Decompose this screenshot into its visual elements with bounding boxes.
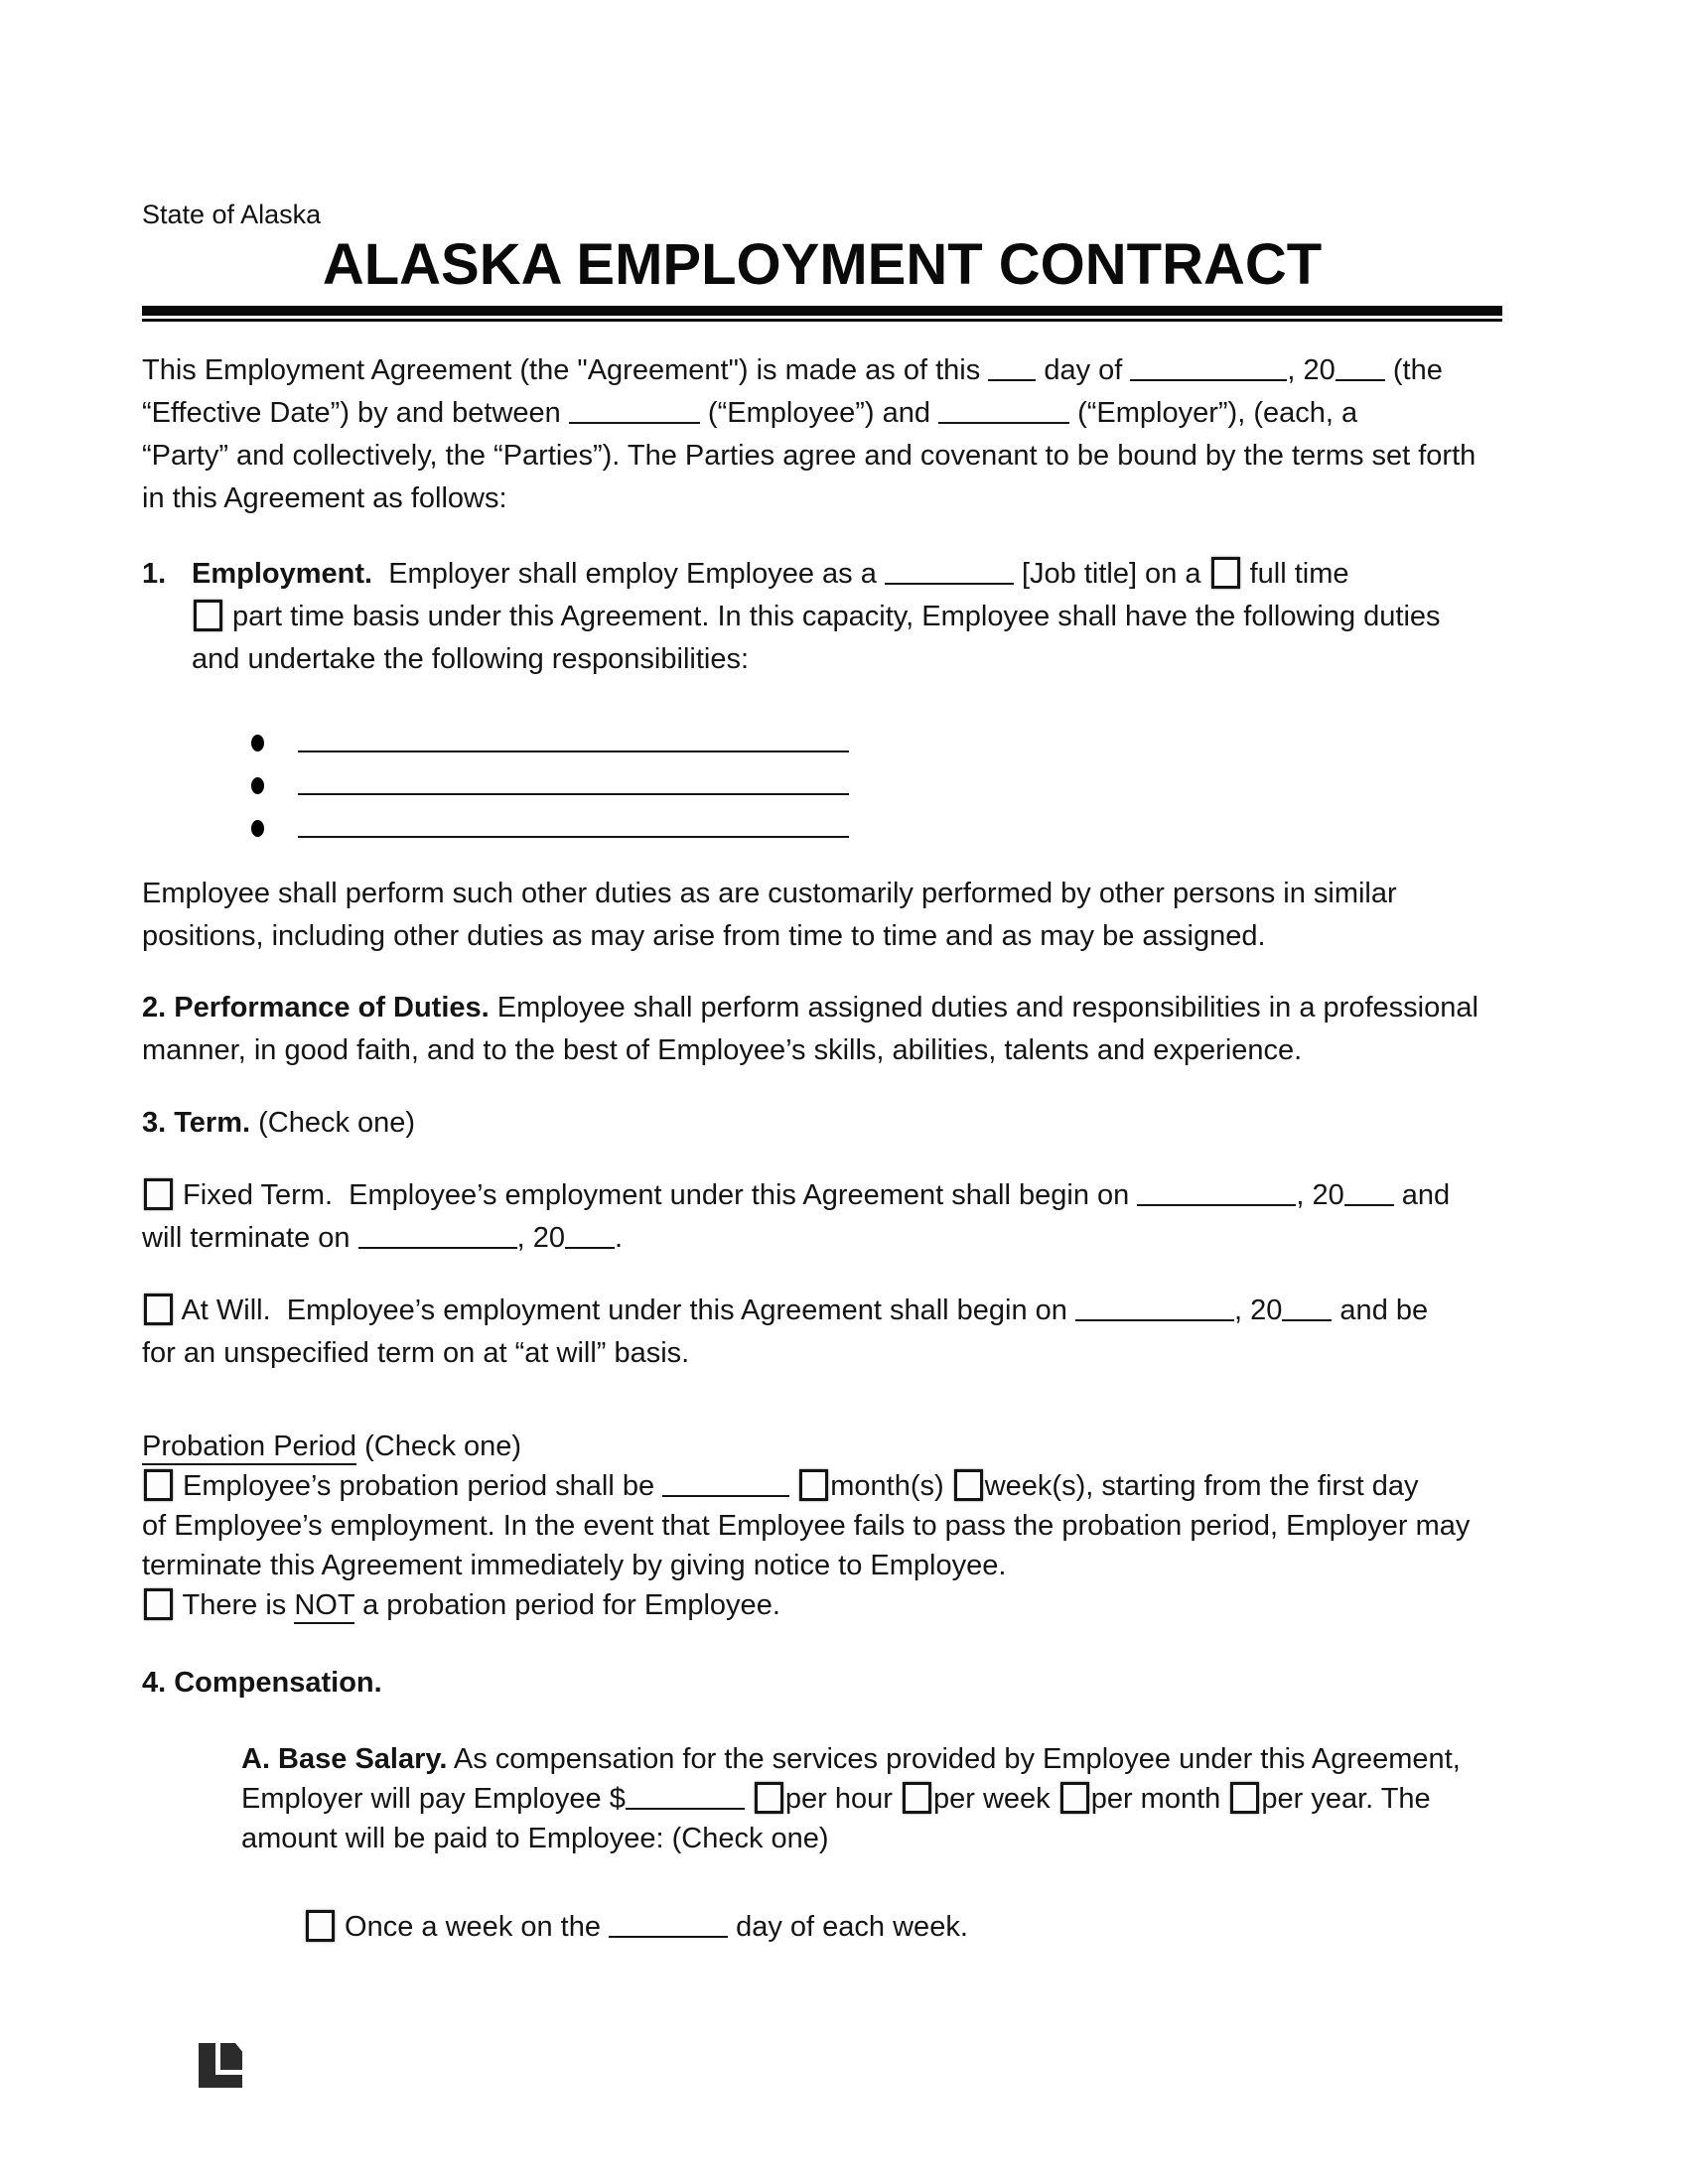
probation-period-block-line [142,1466,1502,1506]
blank-field[interactable] [1344,1202,1394,1206]
text: and undertake the following responsibilities: [192,643,750,675]
duties-bullet-list-line [251,806,1502,849]
probation-period-block-line [142,1427,1502,1466]
checkbox[interactable] [1060,1782,1089,1814]
checkbox[interactable] [1211,557,1240,589]
opening-paragraph-line [142,435,1502,478]
text: [Job title] on a [1013,558,1209,590]
text: At Will. Employee’s employment under this Agreement shall begin on [175,1295,1075,1326]
probation-period-block-line [142,1506,1502,1546]
probation-period-block-line [142,1546,1502,1585]
blank-field[interactable] [569,420,700,424]
checkbox[interactable] [194,600,222,631]
title-divider [142,306,1502,322]
text: “Effective Date”) by and between [142,397,569,429]
bullet-icon [251,777,264,794]
text: This Employment Agreement (the "Agreement") is made as of this [142,354,989,386]
underlined-text: NOT [294,1589,354,1624]
section-4-compensation-heading-line [142,1662,1502,1705]
once-a-week-option [304,1906,1502,1949]
checkbox[interactable] [1230,1782,1259,1814]
checkbox[interactable] [903,1782,931,1814]
blank-field[interactable] [1075,1317,1234,1321]
text: part time basis under this Agreement. In this capacity, Employee shall have the following duties [224,601,1441,632]
bold-text: 3. Term. [142,1107,251,1139]
bold-text: Employment. [192,558,373,590]
probation-period-block-line [142,1585,1502,1625]
bullet-icon [251,820,264,837]
checkbox[interactable] [954,1469,983,1501]
text: , 20 [1287,354,1336,386]
text: per week [932,1783,1058,1815]
bullet-icon [251,735,264,751]
text: , 20 [1296,1179,1344,1211]
duties-bullet-list-line [251,721,1502,763]
term-at-will-option-line [142,1332,1502,1375]
base-salary-block-line [241,1779,1502,1819]
text: day of each week. [728,1911,968,1943]
logo-left-bar [199,2043,215,2088]
document-content [142,0,1502,1949]
base-salary-block-line [241,1739,1502,1779]
checkbox[interactable] [144,1178,173,1210]
checkbox[interactable] [755,1782,783,1814]
text: full time [1241,558,1349,590]
bold-text: 2. Performance of Duties. [142,992,490,1024]
term-fixed-option-line [142,1217,1502,1260]
blank-field[interactable] [626,1806,745,1810]
section-2-performance [142,987,1502,1072]
blank-field[interactable] [1137,1202,1296,1206]
text: Employee shall perform assigned duties and responsibilities in a professional [489,992,1478,1024]
text: There is [175,1589,295,1621]
section-1-employment-line [192,596,1502,638]
text [789,1470,797,1502]
opening-paragraph [142,349,1502,520]
bold-text: 4. Compensation. [142,1667,382,1699]
checkbox[interactable] [144,1294,173,1325]
text [745,1783,753,1815]
section-1-employment-line [192,638,1502,681]
text: Employee’s probation period shall be [175,1470,663,1502]
section-1-employment-number: 1. [142,558,167,590]
term-at-will-option-line [142,1290,1502,1332]
checkbox[interactable] [306,1910,335,1942]
duties-bullet-list [251,721,1502,849]
text: positions, including other duties as may arise from time to time and as may be assigned. [142,920,1266,952]
duties-bullet-list-line [251,763,1502,806]
blank-field[interactable] [988,377,1036,381]
blank-field[interactable] [1130,377,1287,381]
opening-paragraph-line [142,349,1502,392]
text: Employer will pay Employee $ [241,1783,626,1815]
text: (“Employee”) and [699,397,939,429]
text: a probation period for Employee. [354,1589,780,1621]
text: week(s), starting from the first day [984,1470,1419,1502]
text: amount will be paid to Employee: (Check one) [241,1823,829,1854]
logo-top-right-square [220,2043,242,2070]
logo-bottom-bar [215,2075,242,2088]
text: per month [1090,1783,1229,1815]
checkbox[interactable] [144,1469,173,1501]
text: terminate this Agreement immediately by giving notice to Employee. [142,1550,1007,1581]
text: of Employee’s employment. In the event that Employee fails to pass the probation period, Employer may [142,1510,1471,1542]
underlined-text: Probation Period [142,1431,356,1465]
legal-templates-logo [199,2043,242,2088]
section-4-compensation-heading [142,1662,1502,1705]
term-fixed-option-line [142,1174,1502,1217]
text: month(s) [830,1470,952,1502]
opening-paragraph-line [142,392,1502,435]
other-duties-paragraph [142,873,1502,958]
bold-text: A. Base Salary. [241,1743,448,1775]
page-title: ALASKA EMPLOYMENT CONTRACT [322,232,1323,297]
text: “Party” and collectively, the “Parties”). The Parties agree and covenant to be bound by the terms set forth [142,440,1477,472]
blank-field[interactable] [565,1245,615,1249]
text: will terminate on [142,1222,358,1254]
text: per year. The [1261,1783,1431,1815]
state-label: State of Alaska [142,200,322,229]
probation-period-block [142,1427,1502,1625]
text: in this Agreement as follows: [142,482,507,514]
blank-field[interactable] [609,1934,728,1938]
blank-field[interactable] [885,581,1014,585]
blank-field[interactable] [938,420,1069,424]
blank-field[interactable] [298,749,849,752]
text: (Check one) [356,1431,522,1462]
blank-field[interactable] [662,1493,789,1497]
blank-field[interactable] [298,834,849,838]
text: , 20 [1234,1295,1283,1326]
section-1-employment-content [192,553,1502,681]
text: Employer shall employ Employee as a [372,558,885,590]
blank-field[interactable] [358,1245,517,1249]
title-divider-thick-bar [142,306,1502,316]
base-salary-block [241,1739,1502,1858]
section-2-performance-line [142,987,1502,1029]
blank-field[interactable] [1336,377,1385,381]
section-2-performance-line [142,1029,1502,1072]
blank-field[interactable] [1282,1317,1332,1321]
text: manner, in good faith, and to the best of Employee’s skills, abilities, talents and experience. [142,1034,1303,1066]
checkbox[interactable] [144,1588,173,1620]
text: As compensation for the services provided by Employee under this Agreement, [447,1743,1461,1775]
checkbox[interactable] [799,1469,828,1501]
title-divider-thin-bar [142,319,1502,322]
text: for an unspecified term on at “at will” basis. [142,1337,690,1369]
term-at-will-option [142,1290,1502,1375]
text: day of [1036,354,1131,386]
section-3-term-heading-line [142,1102,1502,1145]
section-1-employment-line [192,553,1502,596]
text: Fixed Term. Employee’s employment under this Agreement shall begin on [175,1179,1138,1211]
text: (Check one) [250,1107,416,1139]
text: Employee shall perform such other duties as are customarily performed by other persons in similar [142,878,1397,909]
text: , 20 [516,1222,565,1254]
opening-paragraph-line [142,478,1502,520]
once-a-week-option-line [304,1906,1502,1949]
base-salary-block-line [241,1819,1502,1858]
text: per hour [784,1783,901,1815]
section-1-employment [142,553,1502,681]
term-fixed-option [142,1174,1502,1260]
section-3-term-heading [142,1102,1502,1145]
text: (the [1384,354,1443,386]
text: and be [1332,1295,1429,1326]
blank-field[interactable] [298,791,849,795]
text: and [1393,1179,1451,1211]
text: . [614,1222,624,1254]
text: (“Employer”), (each, a [1069,397,1358,429]
text: Once a week on the [337,1911,610,1943]
document-body [142,349,1502,1949]
other-duties-paragraph-line [142,915,1502,958]
other-duties-paragraph-line [142,873,1502,915]
